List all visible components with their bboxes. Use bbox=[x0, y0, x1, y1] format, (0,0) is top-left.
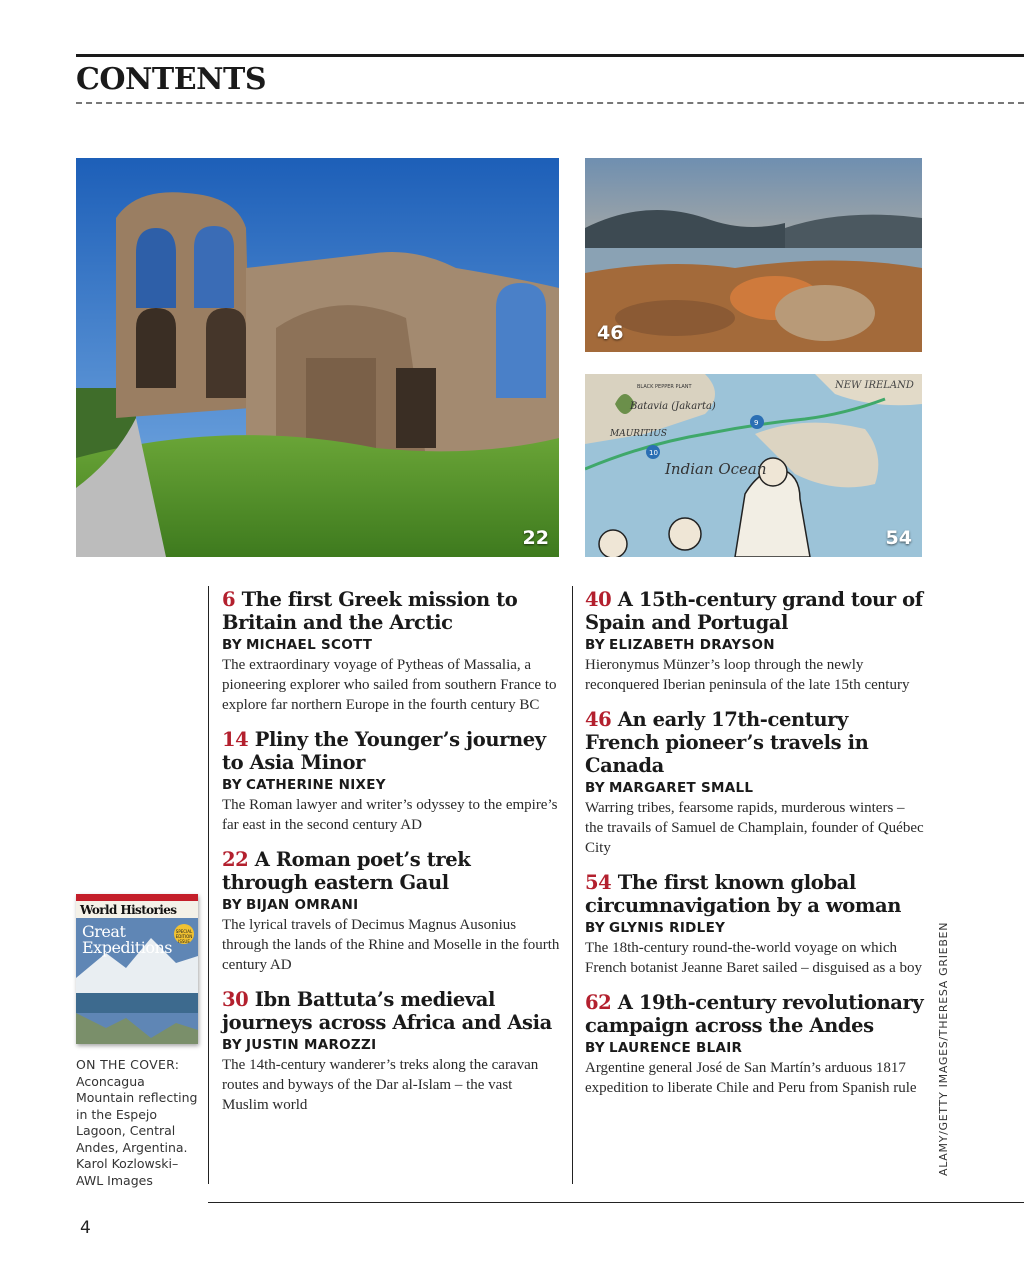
cover-title-line2: Expeditions bbox=[82, 938, 172, 957]
byline-prefix: BY bbox=[585, 637, 605, 653]
entry-description: Warring tribes, fearsome rapids, murderous winters – the travails of Samuel de Champlain, founder of Québec City bbox=[585, 800, 924, 856]
entry-page-number: 46 bbox=[585, 708, 612, 731]
entry-page-number: 40 bbox=[585, 588, 612, 611]
map-label-batavia: Batavia (Jakarta) bbox=[630, 401, 716, 412]
cover-strip bbox=[76, 894, 198, 901]
entry-page-number: 30 bbox=[222, 988, 249, 1011]
cover-caption-heading: ON THE COVER: bbox=[76, 1057, 180, 1072]
entry-heading bbox=[222, 588, 562, 634]
bottom-rule bbox=[208, 1202, 1024, 1203]
entry-description: Hieronymus Münzer’s loop through the newly reconquered Iberian peninsula of the late 15th century bbox=[585, 657, 910, 693]
byline-prefix: BY bbox=[222, 1037, 242, 1053]
entry-byline bbox=[585, 920, 925, 936]
contents-column-left bbox=[222, 588, 562, 1128]
entry-author: MARGARET SMALL bbox=[608, 780, 754, 796]
photo-coast bbox=[585, 158, 922, 352]
cover-masthead: World Histories bbox=[76, 901, 198, 918]
contents-entry[interactable] bbox=[222, 848, 562, 975]
image-credit: ALAMY/GETTY IMAGES/THERESA GRIEBEN bbox=[937, 921, 950, 1176]
entry-author: MICHAEL SCOTT bbox=[245, 637, 373, 653]
byline-prefix: BY bbox=[585, 780, 605, 796]
entry-page-number: 14 bbox=[222, 728, 249, 751]
map-label-new-ireland: NEW IRELAND bbox=[835, 380, 914, 391]
entry-heading bbox=[585, 708, 925, 777]
entry-byline bbox=[222, 897, 562, 913]
cover-title-line1: Great bbox=[82, 922, 126, 941]
entry-byline bbox=[585, 780, 925, 796]
entry-description: Argentine general José de San Martín’s arduous 1817 expedition to liberate Chile and Peru from Spanish rule bbox=[585, 1060, 917, 1096]
entry-page-number: 6 bbox=[222, 588, 236, 611]
entry-byline bbox=[585, 637, 925, 653]
entry-title: Ibn Battuta’s medieval journeys across Africa and Asia bbox=[222, 988, 552, 1034]
contents-entry[interactable] bbox=[585, 588, 925, 695]
byline-prefix: BY bbox=[585, 1040, 605, 1056]
entry-description: The lyrical travels of Decimus Magnus Ausonius through the lands of the Rhine and Moselle in the fourth century AD bbox=[222, 917, 560, 973]
contents-entry[interactable] bbox=[585, 991, 925, 1098]
contents-entry[interactable] bbox=[222, 728, 562, 835]
byline-prefix: BY bbox=[585, 920, 605, 936]
page-tag-46: 46 bbox=[597, 322, 624, 344]
cover-badge: SPECIAL EDITION ISSUE bbox=[174, 924, 194, 944]
entry-heading bbox=[222, 848, 562, 894]
entry-title: Pliny the Younger’s journey to Asia Minor bbox=[222, 728, 546, 774]
entry-byline bbox=[585, 1040, 925, 1056]
cover-title bbox=[82, 924, 172, 956]
map-stop-9: 9 bbox=[754, 419, 759, 427]
entry-heading bbox=[222, 728, 562, 774]
entry-title: The first known global circumnavigation by a woman bbox=[585, 871, 902, 917]
entry-byline bbox=[222, 1037, 562, 1053]
map-label-pepper: BLACK PEPPER PLANT bbox=[637, 384, 692, 390]
entry-description: The 18th-century round-the-world voyage on which French botanist Jeanne Baret sailed – disguised as a boy bbox=[585, 940, 923, 976]
entry-page-number: 62 bbox=[585, 991, 612, 1014]
page-title: CONTENTS bbox=[76, 62, 267, 97]
entry-page-number: 22 bbox=[222, 848, 249, 871]
page-tag-54: 54 bbox=[885, 527, 912, 549]
entry-author: JUSTIN MAROZZI bbox=[245, 1037, 377, 1053]
entry-author: CATHERINE NIXEY bbox=[245, 777, 386, 793]
entry-heading bbox=[222, 988, 562, 1034]
photo-roman-ruins bbox=[76, 158, 559, 557]
entry-byline bbox=[222, 637, 562, 653]
top-rule bbox=[76, 54, 1024, 57]
entry-description: The 14th-century wanderer’s treks along the caravan routes and byways of the Dar al-Islam – the vast Muslim world bbox=[222, 1057, 539, 1113]
cover-caption bbox=[76, 1057, 201, 1189]
entry-title: A 19th-century revolutionary campaign across the Andes bbox=[585, 991, 924, 1037]
entry-heading bbox=[585, 588, 925, 634]
entry-title: The first Greek mission to Britain and the Arctic bbox=[222, 588, 518, 634]
contents-entry[interactable] bbox=[585, 871, 925, 978]
entry-title: A 15th-century grand tour of Spain and Portugal bbox=[585, 588, 923, 634]
map-label-indian-ocean: Indian Ocean bbox=[665, 460, 767, 478]
dashed-divider bbox=[76, 102, 1024, 104]
entry-heading bbox=[585, 871, 925, 917]
contents-column-right bbox=[585, 588, 925, 1111]
entry-title: A Roman poet’s trek through eastern Gaul bbox=[222, 848, 471, 894]
photo-illustrated-map bbox=[585, 374, 922, 557]
entry-description: The Roman lawyer and writer’s odyssey to the empire’s far east in the second century AD bbox=[222, 797, 558, 833]
column-rule-right bbox=[572, 586, 573, 1184]
map-stop-10: 10 bbox=[649, 449, 658, 457]
entry-author: ELIZABETH DRAYSON bbox=[608, 637, 775, 653]
entry-author: LAURENCE BLAIR bbox=[608, 1040, 743, 1056]
byline-prefix: BY bbox=[222, 777, 242, 793]
magazine-cover-thumbnail bbox=[76, 894, 198, 1044]
contents-entry[interactable] bbox=[585, 708, 925, 858]
entry-author: GLYNIS RIDLEY bbox=[608, 920, 726, 936]
page-number: 4 bbox=[80, 1218, 91, 1238]
entry-author: BIJAN OMRANI bbox=[245, 897, 359, 913]
entry-page-number: 54 bbox=[585, 871, 612, 894]
entry-byline bbox=[222, 777, 562, 793]
cover-caption-text: Aconcagua Mountain reflecting in the Espejo Lagoon, Central Andes, Argentina. Karol Kozlowski– AWL Images bbox=[76, 1073, 198, 1188]
byline-prefix: BY bbox=[222, 897, 242, 913]
contents-entry[interactable] bbox=[222, 988, 562, 1115]
column-rule-left bbox=[208, 586, 209, 1184]
page-tag-22: 22 bbox=[522, 527, 549, 549]
entry-heading bbox=[585, 991, 925, 1037]
entry-description: The extraordinary voyage of Pytheas of Massalia, a pioneering explorer who sailed from southern France to explore far northern Europe in the fourth century BC bbox=[222, 657, 557, 713]
contents-entry[interactable] bbox=[222, 588, 562, 715]
entry-title: An early 17th-century French pioneer’s travels in Canada bbox=[585, 708, 869, 777]
map-label-mauritius: MAURITIUS bbox=[610, 429, 667, 439]
byline-prefix: BY bbox=[222, 637, 242, 653]
